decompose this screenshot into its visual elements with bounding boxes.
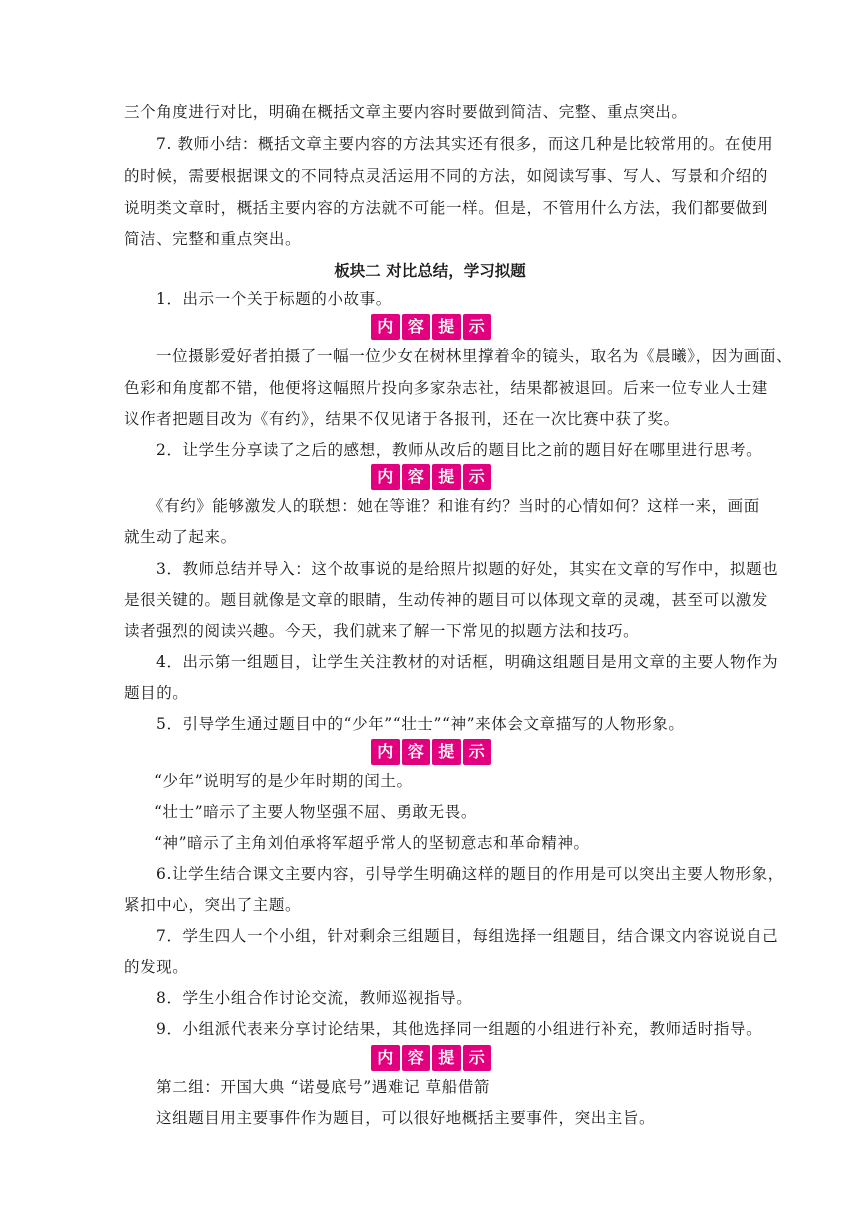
badge-char: 示: [463, 1045, 492, 1071]
paragraph-line: 说明类文章时，概括主要内容的方法就不可能一样。但是，不管用什么方法，我们都要做到: [124, 199, 769, 217]
paragraph-line: 就生动了起来。: [124, 528, 237, 546]
paragraph-line: 三个角度进行对比，明确在概括文章主要内容时要做到简洁、完整、重点突出。: [124, 103, 688, 121]
content-tip-badge: [371, 314, 491, 340]
badge-char: 内: [371, 464, 400, 490]
paragraph-line: 读者强烈的阅读兴趣。今天，我们就来了解一下常见的拟题方法和技巧。: [124, 622, 640, 640]
paragraph-line: 的发现。: [124, 958, 189, 976]
content-tip-badge: [371, 739, 491, 765]
paragraph-line: 的时候，需要根据课文的不同特点灵活运用不同的方法，如阅读写事、写人、写景和介绍的: [124, 167, 769, 185]
paragraph-line: 2．让学生分享读了之后的感想，教师从改后的题目比之前的题目好在哪里进行思考。: [156, 441, 763, 459]
badge-char: 提: [432, 739, 461, 765]
paragraph-line: “少年”说明写的是少年时期的闰土。: [154, 772, 413, 790]
paragraph-line: 7. 教师小结：概括文章主要内容的方法其实还有很多，而这几种是比较常用的。在使用: [156, 135, 774, 153]
badge-char: 内: [371, 739, 400, 765]
paragraph-line: 第二组：开国大典 “诺曼底号”遇难记 草船借箭: [156, 1078, 491, 1096]
badge-char: 示: [463, 314, 492, 340]
badge-char: 示: [463, 739, 492, 765]
paragraph-line: 4．出示第一组题目，让学生关注教材的对话框，明确这组题目是用文章的主要人物作为: [156, 653, 779, 671]
paragraph-line: 是很关键的。题目就像是文章的眼睛，生动传神的题目可以体现文章的灵魂，甚至可以激发: [124, 591, 769, 609]
paragraph-line: 一位摄影爱好者拍摄了一幅一位少女在树林里撑着伞的镜头，取名为《晨曦》，因为画面、: [156, 347, 793, 365]
paragraph-line: 紧扣中心，突出了主题。: [124, 896, 302, 914]
paragraph-line: 题目的。: [124, 684, 189, 702]
paragraph-line: 色彩和角度都不错，他便将这幅照片投向多家杂志社，结果都被退回。后来一位专业人士建: [124, 379, 769, 397]
paragraph-line: 《有约》能够激发人的联想：她在等谁？和谁有约？当时的心情如何？这样一来，画面: [148, 497, 760, 515]
paragraph-line: 议作者把题目改为《有约》，结果不仅见诸于各报刊，还在一次比赛中获了奖。: [124, 410, 680, 428]
badge-char: 容: [402, 1045, 431, 1071]
badge-char: 提: [432, 464, 461, 490]
paragraph-line: 5．引导学生通过题目中的“少年”“壮士”“神”来体会文章描写的人物形象。: [156, 715, 685, 733]
badge-char: 提: [432, 1045, 461, 1071]
paragraph-line: 9．小组派代表来分享讨论结果，其他选择同一组题的小组进行补充，教师适时指导。: [156, 1020, 763, 1038]
paragraph-line: 1．出示一个关于标题的小故事。: [156, 290, 392, 308]
badge-char: 容: [402, 314, 431, 340]
paragraph-line: 6.让学生结合课文主要内容，引导学生明确这样的题目的作用是可以突出主要人物形象，: [156, 865, 784, 883]
paragraph-line: “神”暗示了主角刘伯承将军超乎常人的坚韧意志和革命精神。: [154, 834, 590, 852]
badge-char: 容: [402, 739, 431, 765]
badge-char: 提: [432, 314, 461, 340]
badge-char: 内: [371, 1045, 400, 1071]
paragraph-line: 8．学生小组合作讨论交流，教师巡视指导。: [156, 989, 473, 1007]
content-tip-badge: [371, 464, 491, 490]
section-heading: 板块二 对比总结，学习拟题: [334, 262, 526, 280]
badge-char: 容: [402, 464, 431, 490]
paragraph-line: 这组题目用主要事件作为题目，可以很好地概括主要事件，突出主旨。: [156, 1109, 656, 1127]
paragraph-line: 3．教师总结并导入：这个故事说的是给照片拟题的好处，其实在文章的写作中，拟题也: [156, 560, 779, 578]
paragraph-line: 7．学生四人一个小组，针对剩余三组题目，每组选择一组题目，结合课文内容说说自己: [156, 927, 779, 945]
badge-char: 示: [463, 464, 492, 490]
badge-char: 内: [371, 314, 400, 340]
content-tip-badge: [371, 1045, 491, 1071]
paragraph-line: “壮士”暗示了主要人物坚强不屈、勇敢无畏。: [154, 803, 477, 821]
paragraph-line: 简洁、完整和重点突出。: [124, 230, 302, 248]
